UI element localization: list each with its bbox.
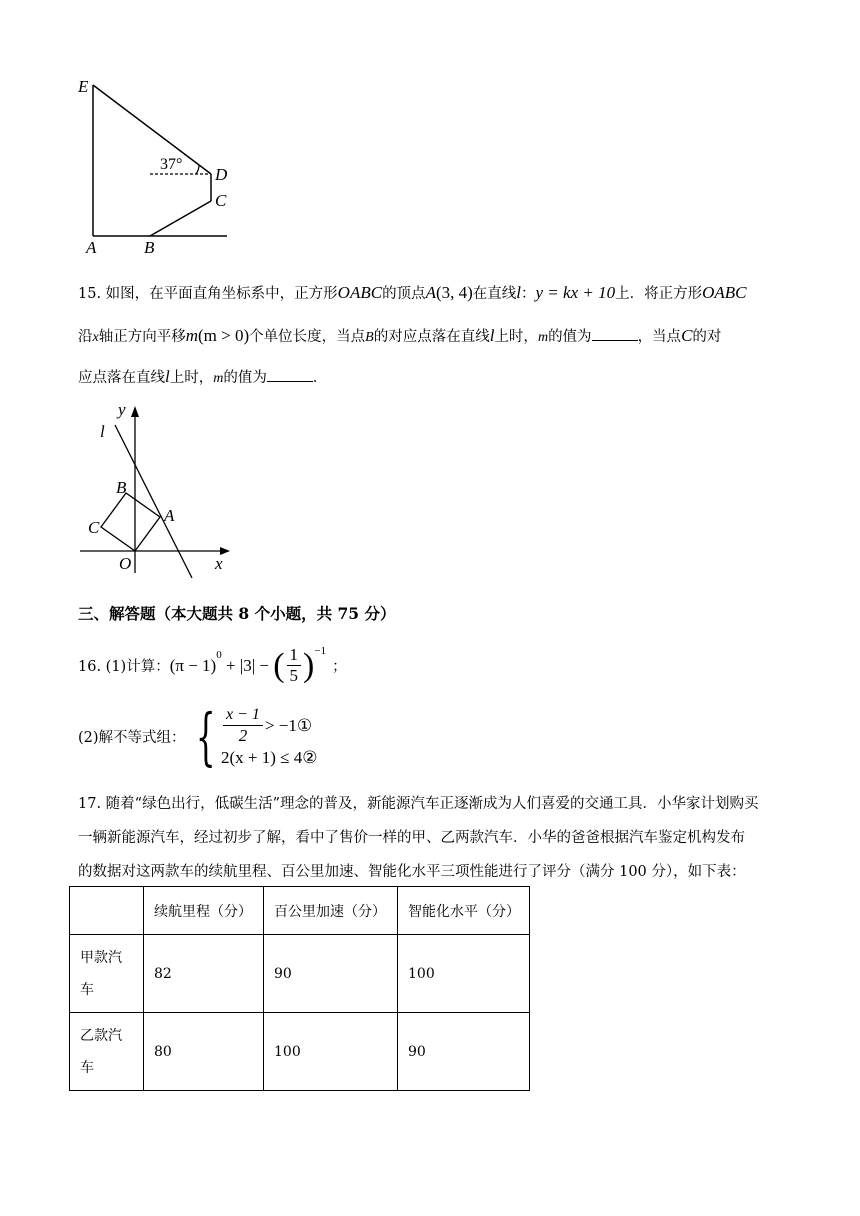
table-row-label: 乙款汽 车 [70,1013,144,1091]
q16-part-1: 16. (1)计算： (π − 1) $^0$ + |3| − ( $\frac{1}{5}$ ) $^{-1}$ ； [78,645,347,685]
table-row-label: 甲款汽 车 [70,935,144,1013]
label-D: D [215,165,228,184]
label-A: A [164,506,175,525]
scores-table [69,886,530,1091]
label-B: B [116,478,127,497]
figure-q14-diagram [70,70,250,260]
q17-line-2: 一辆新能源汽车，经过初步了解，看中了售价一样的甲、乙两款汽车．小华的爸爸根据汽车鉴定机构发布 [78,830,745,846]
table-cell: 90 [398,1013,530,1091]
label-E: E [78,77,89,96]
q17-line-1: 17. 随着“绿色出行，低碳生活”理念的普及，新能源汽车正逐渐成为人们喜爱的交通工具．小华家计划购买 [78,796,759,812]
square-OABC [101,493,160,551]
segment-ED [93,85,211,174]
table-header-cell: 百公里加速（分） [264,887,398,935]
segment-CB [150,201,211,236]
label-x: x [215,554,223,573]
fraction-one-fifth: $\frac{1}{5}$ [287,645,302,686]
table-cell: 82 [144,935,264,1013]
label-C: C [215,191,227,210]
inequality-1: $\frac{x - 1}{2}$ > −1① [221,705,317,746]
inequality-system [221,705,317,768]
q17-line-3: 的数据对这两款车的续航里程、百公里加速、智能化水平三项性能进行了评分（满分 100 分），如下表： [78,864,746,880]
inequality-2: 2(x + 1) ≤ 4② [221,748,318,767]
table-header-cell: 智能化水平（分） [398,887,530,935]
label-B: B [144,238,155,257]
table-cell: 100 [264,1013,398,1091]
angle-37-label: 37° [160,156,183,173]
y-axis-arrow [131,406,139,417]
section-3-heading: 三、解答题（本大题共 8 个小题，共 75 分） [78,604,396,623]
paren-open: ( [273,646,285,684]
figure-q15-coordinate-plane [70,395,250,580]
q15-line-3: 应点落在直线l上时，m的值为 ． [78,367,328,386]
label-A: A [86,238,97,257]
system-brace: { [195,699,216,773]
table-row [70,935,530,1013]
angle-arc [196,165,199,174]
label-O: O [119,554,132,573]
table-header-cell [70,887,144,935]
label-y: y [118,400,126,419]
table-cell: 80 [144,1013,264,1091]
q16-part-2: (2)解不等式组： { $\frac{x - 1}{2}$ > −1① 2(x + 1) ≤ 4② [78,699,318,773]
table-cell: 90 [264,935,398,1013]
paren-close: ) [303,646,315,684]
q15-line-2: 沿x轴正方向平移m(m > 0)个单位长度，当点B的对应点落在直线l上时，m的值为 ，当点C的对 [78,326,722,345]
answer-blank-2 [267,367,313,382]
label-l: l [100,422,105,441]
answer-blank-1 [592,326,638,341]
table-header-row [70,887,530,935]
label-C: C [88,518,100,537]
table-row [70,1013,530,1091]
table-header-cell: 续航里程（分） [144,887,264,935]
table-cell: 100 [398,935,530,1013]
q15-line-1: 15. 如图，在平面直角坐标系中，正方形OABC的顶点A(3, 4)在直线l：y = kx + 10上．将正方形OABC [78,283,747,302]
